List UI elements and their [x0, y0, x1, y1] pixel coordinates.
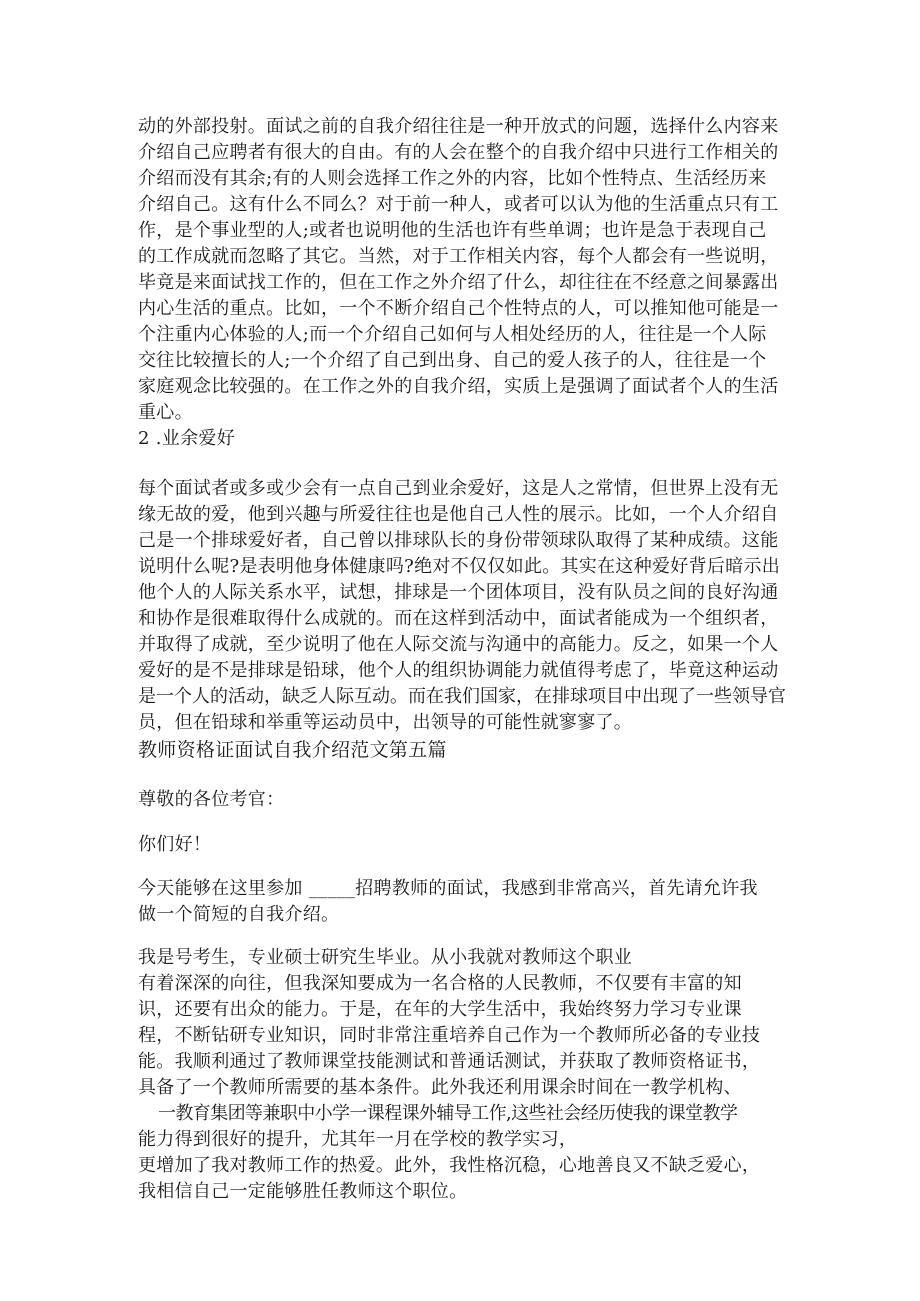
- text-line: 重心。: [138, 402, 193, 423]
- text-line: 介绍自己。这有什么不同么？对于前一种人，或者可以认为他的生活重点只有工: [138, 194, 779, 215]
- text-line: 是一个人的活动，缺乏人际互动。而在我们国家，在排球项目中出现了一些领导官: [138, 686, 786, 707]
- text-line: 介绍自己应聘者有很大的自由。有的人会在整个的自我介绍中只进行工作相关的: [138, 142, 779, 163]
- text-line: 更增加了我对教师工作的热爱。此外，我性格沉稳，心地善良又不缺乏爱心，: [138, 1155, 761, 1176]
- section-heading-text: 2 .业余爱好: [138, 428, 235, 449]
- salutation-text: 尊敬的各位考官：: [138, 789, 285, 810]
- text-line: 并取得了成就，至少说明了他在人际交流与沟通中的高能力。反之，如果一个人: [138, 634, 779, 655]
- text-line: 作，是个事业型的人;或者也说明他的生活也许有些单调；也许是急于表现自己: [138, 220, 767, 241]
- article-title-text: 教师资格证面试自我介绍范文第五篇: [138, 739, 447, 761]
- text-line: 每个面试者或多或少会有一点自己到业余爱好，这是人之常情，但世界上没有无: [138, 478, 779, 499]
- text-line: 家庭观念比较强的。在工作之外的自我介绍，实质上是强调了面试者个人的生活: [138, 376, 779, 397]
- text-line: 程，不断钻研专业知识，同时非常注重培养自己作为一个教师所必备的专业技: [138, 1025, 761, 1046]
- text-line: 动的外部投射。面试之前的自我介绍往往是一种开放式的问题，选择什么内容来: [138, 116, 779, 137]
- text-line: 缘无故的爱，他到兴趣与所爱往往也是他自己人性的展示。比如，一个人介绍自: [138, 504, 779, 525]
- text-line: 的工作成就而忽略了其它。当然，对于工作相关内容，每个人都会有一些说明，: [138, 246, 779, 267]
- article-title: [138, 737, 798, 763]
- text-line: 己是一个排球爱好者，自己曾以排球队长的身份带领球队取得了某种成绩。这能: [138, 530, 779, 551]
- text-line: 有着深深的向往，但我深知要成为一名合格的人民教师，不仅要有丰富的知: [138, 973, 742, 994]
- text-line: 一教育集团等兼职中小学一课程课外辅导工作,这些社会经历使我的课堂教学: [158, 1103, 738, 1124]
- text-line: 说明什么呢?是表明他身体健康吗?绝对不仅仅如此。其实在这种爱好背后暗示出: [138, 556, 781, 577]
- text-line: 能。我顺利通过了教师课堂技能测试和普通话测试，并获取了教师资格证书，: [138, 1051, 761, 1072]
- salutation: [138, 787, 798, 813]
- text-line: 内心生活的重点。比如，一个不断介绍自己个性特点的人，可以推知他可能是一: [138, 298, 779, 319]
- text-line: 能力得到很好的提升，尤其年一月在学校的教学实习，: [138, 1129, 578, 1150]
- text-line: 和协作是很难取得什么成就的。而在这样到活动中，面试者能成为一个组织者，: [138, 608, 779, 629]
- greeting: [138, 832, 798, 858]
- text-line: 做一个简短的自我介绍。: [138, 904, 340, 925]
- text-line: 我是号考生，专业硕士研究生毕业。从小我就对教师这个职业: [138, 947, 633, 968]
- paragraph-candidate-intro: [138, 945, 798, 1205]
- text-line: 具备了一个教师所需要的基本条件。此外我还利用课余时间在一教学机构、: [138, 1077, 742, 1098]
- text-line: 今天能够在这里参加 _____招聘教师的面试，我感到非常高兴，首先请允许我: [138, 878, 758, 899]
- text-line: 个注重内心体验的人;而一个介绍自己如何与人相处经历的人，往往是一个人际: [138, 324, 767, 345]
- text-line: 毕竟是来面试找工作的，但在工作之外介绍了什么，却往往在不经意之间暴露出: [138, 272, 779, 293]
- text-line: 员，但在铅球和举重等运动员中，出领导的可能性就寥寥了。: [138, 712, 633, 733]
- paragraph-opening: [138, 876, 798, 928]
- greeting-text: 你们好！: [138, 834, 212, 855]
- text-line: 他个人的人际关系水平，试想，排球是一个团体项目，没有队员之间的良好沟通: [138, 582, 779, 603]
- text-line: 我相信自己一定能够胜任教师这个职位。: [138, 1181, 468, 1202]
- section-heading: [138, 426, 798, 452]
- paragraph-hobbies: [138, 476, 798, 736]
- text-line: 识，还要有出众的能力。于是，在年的大学生活中，我始终努力学习专业课: [138, 999, 742, 1020]
- paragraph-self-intro-content: [138, 114, 798, 426]
- text-line: 交往比较擅长的人;一个介绍了自己到出身、自己的爱人孩子的人，往往是一个: [138, 350, 767, 371]
- text-line: 爱好的是不是排球是铅球，他个人的组织协调能力就值得考虑了，毕竟这种运动: [138, 660, 779, 681]
- text-line: 介绍而没有其余;有的人则会选择工作之外的内容，比如个性特点、生活经历来: [138, 168, 767, 189]
